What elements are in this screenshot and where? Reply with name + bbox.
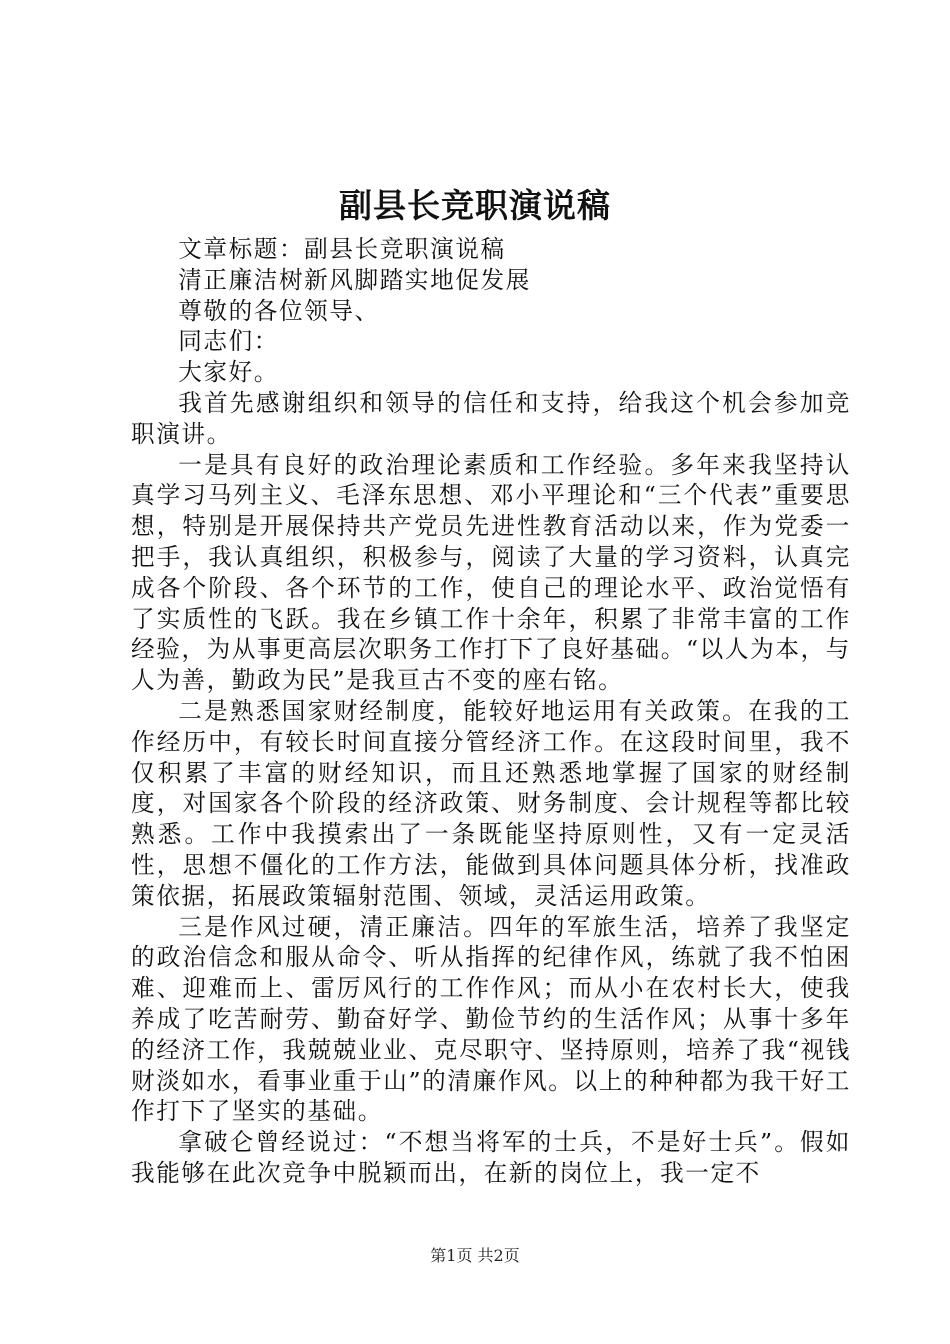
- paragraph-point-two: 二是熟悉国家财经制度，能较好地运用有关政策。在我的工作经历中，有较长时间直接分管经济工作。在这段时间里，我不仅积累了丰富的财经知识，而且还熟悉地掌握了国家的财经制度，对国家各个阶段的经济政策、财务制度、会计规程等都比较熟悉。工作中我摸索出了一条既能坚持原则性，又有一定灵活性，思想不僵化的工作方法，能做到具体问题具体分析，找准政策依据，拓展政策辐射范围、领域，灵活运用政策。: [131, 696, 851, 910]
- document-title: 副县长竞职演说稿: [339, 186, 611, 225]
- document-body: [131, 234, 851, 1189]
- paragraph-article-title: 文章标题：副县长竞职演说稿: [178, 235, 506, 263]
- paragraph-napoleon-quote: 拿破仑曾经说过：“不想当将军的士兵，不是好士兵”。假如我能够在此次竞争中脱颖而出，在新的岗位上，我一定不: [131, 1128, 851, 1187]
- paragraph-subtitle: 清正廉洁树新风脚踏实地促发展: [178, 265, 531, 294]
- paragraph-point-one: 一是具有良好的政治理论素质和工作经验。多年来我坚持认真学习马列主义、毛泽东思想、邓小平理论和“三个代表”重要思想，特别是开展保持共产党员先进性教育活动以来，作为党委一把手，我认真组织，积极参与，阅读了大量的学习资料，认真完成各个阶段、各个环节的工作，使自己的理论水平、政治觉悟有了实质性的飞跃。我在乡镇工作十余年，积累了非常丰富的工作经验，为从事更高层次职务工作打下了良好基础。“以人为本，与人为善，勤政为民”是我亘古不变的座右铭。: [131, 450, 851, 695]
- paragraph-point-three: 三是作风过硬，清正廉洁。四年的军旅生活，培养了我坚定的政治信念和服从命令、听从指挥的纪律作风，练就了我不怕困难、迎难而上、雷厉风行的工作作风；而从小在农村长大，使我养成了吃苦耐劳、勤奋好学、勤俭节约的生活作风；从事十多年的经济工作，我兢兢业业、克尽职守、坚持原则，培养了我“视钱财淡如水，看事业重于山”的清廉作风。以上的种种都为我干好工作打下了坚实的基础。: [131, 912, 851, 1126]
- paragraph-salutation-comrades: 同志们：: [178, 327, 279, 356]
- paragraph-greeting: 大家好。: [178, 358, 279, 387]
- paragraph-salutation-leaders: 尊敬的各位领导、: [178, 296, 380, 325]
- paragraph-thanks: 我首先感谢组织和领导的信任和支持，给我这个机会参加竞职演讲。: [131, 388, 851, 448]
- page-footer: 第1页 共2页: [430, 1246, 520, 1265]
